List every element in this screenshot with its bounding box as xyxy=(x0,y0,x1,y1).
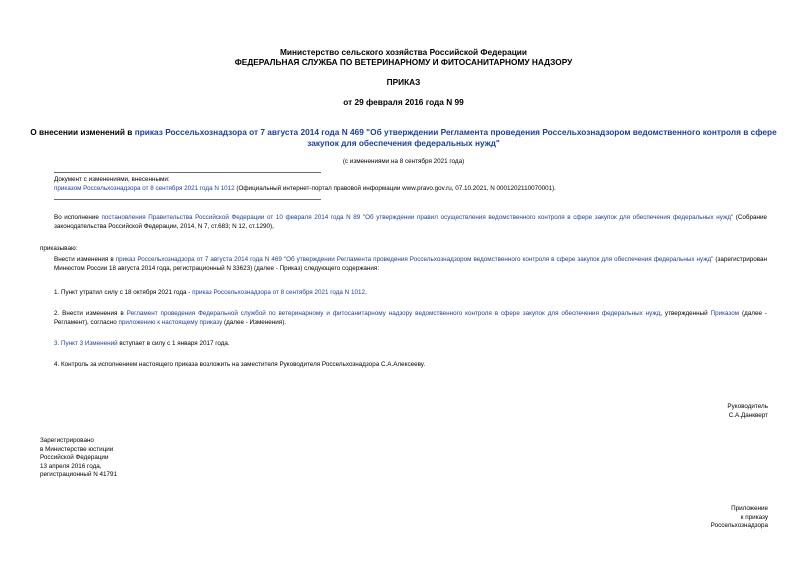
registration-line-5: регистрационный N 41791 xyxy=(40,471,118,479)
signature-position: Руководитель xyxy=(727,403,768,410)
registration-line-3: Российской Федерации xyxy=(40,454,109,462)
changes-entry xyxy=(54,185,556,193)
item-1 xyxy=(54,289,367,297)
preamble-prefix: Во исполнение xyxy=(54,214,102,221)
intro-order-link[interactable]: приказ Россельхознадзора от 7 августа 2014 года N 469 "Об утверждении Регламента проведения Россельхознадзором ведомственного контроля в сфере закупок для обеспечения федеральных нужд" xyxy=(115,256,714,263)
government-decree-link[interactable]: постановления Правительства Российской Федерации от 10 февраля 2014 года N 89 "Об утверждении правил осуществления ведомственного контроля в сфере закупок для обеспечения федеральных нужд" xyxy=(101,214,734,221)
service-name: ФЕДЕРАЛЬНАЯ СЛУЖБА ПО ВЕТЕРИНАРНОМУ И ФИТОСАНИТАРНОМУ НАДЗОРУ xyxy=(234,57,573,67)
changes-top-rule xyxy=(54,172,321,173)
signature-block xyxy=(727,403,768,420)
ministry-name: Министерство сельского хозяйства Российской Федерации xyxy=(280,47,527,57)
appendix-line-1: Приложение xyxy=(731,505,768,512)
item-2 xyxy=(54,310,767,327)
order-link[interactable]: Приказом xyxy=(710,310,740,317)
item-1-suffix: . xyxy=(364,289,367,296)
item-2-suffix: (далее - Изменения). xyxy=(222,318,287,326)
changes-order-link[interactable]: приказом Россельхознадзора от 8 сентября 2021 года N 1012 xyxy=(54,185,235,192)
item-1-prefix: 1. Пункт утратил силу с 18 октября 2021 года - xyxy=(54,289,193,296)
reglament-link[interactable]: Регламент проведения Федеральной службой по ветеринарному и фитосанитарному надзору ведомственного контроля в сфере закупок для обеспечения федеральных нужд xyxy=(126,310,661,317)
appendix-heading xyxy=(711,505,768,531)
appendix-line-3: Россельхознадзора xyxy=(710,522,768,530)
changes-source: (Официальный интернет-портал правовой информации www.pravo.gov.ru, 07.10.2021, N 0001202110070001). xyxy=(234,185,556,192)
registration-line-4: 13 апреля 2016 года, xyxy=(40,462,102,470)
preamble-suffix: (Собрание законодательства Российской Федерации, 2014, N 7, ст.683; N 12, ст.1290), xyxy=(54,214,767,230)
registration-block xyxy=(40,437,117,480)
changes-bottom-rule xyxy=(54,199,321,200)
document-date: от 29 февраля 2016 года N 99 xyxy=(343,97,464,107)
intro-suffix: (зарегистрирован Минюстом России 18 августа 2014 года, регистрационный N 33623) (далее - Приказ) следующего содержания: xyxy=(54,256,767,272)
changes-title: Документ с изменениями, внесенными: xyxy=(54,176,170,183)
appendix-line-2: к приказу xyxy=(740,513,768,521)
preamble-paragraph xyxy=(54,214,767,231)
item-3-suffix: вступает в силу с 1 января 2017 года. xyxy=(117,340,230,347)
subject-prefix: О внесении изменений в xyxy=(30,127,135,137)
registration-line-1: Зарегистрировано xyxy=(40,437,94,444)
item-4: 4. Контроль за исполнением настоящего приказа возложить на заместителя Руководителя Россельхознадзора С.А.Алексееву. xyxy=(54,361,426,368)
item-3-link[interactable]: 3. Пункт 3 Изменений xyxy=(54,340,118,347)
document-type: ПРИКАЗ xyxy=(386,77,421,87)
intro-prefix: Внести изменения в xyxy=(54,256,116,263)
subject-order-link[interactable]: приказ Россельхознадзора от 7 августа 2014 года N 469 "Об утверждении Регламента проведения Россельхознадзором ведомственного контроля в сфере закупок для обеспечения федеральных нужд" xyxy=(134,127,777,148)
item-2-middle: , утвержденный xyxy=(660,310,711,317)
item-1-link[interactable]: приказ Россельхознадзора от 8 сентября 2021 года N 1012 xyxy=(192,289,365,296)
item-2-prefix: 2. Внести изменения в xyxy=(54,310,127,317)
revision-note: (с изменениями на 8 сентября 2021 года) xyxy=(342,158,465,165)
registration-line-2: в Министерстве юстиции xyxy=(40,445,114,453)
appendix-link[interactable]: приложению к настоящему приказу xyxy=(118,318,223,326)
order-word: приказываю: xyxy=(40,245,78,252)
item-2-middle2: (далее - Регламент), согласно xyxy=(54,310,767,326)
signature-name: С.А.Данкверт xyxy=(728,411,768,419)
intro-paragraph xyxy=(54,256,767,273)
document-subject xyxy=(28,127,779,148)
item-3 xyxy=(54,340,230,348)
